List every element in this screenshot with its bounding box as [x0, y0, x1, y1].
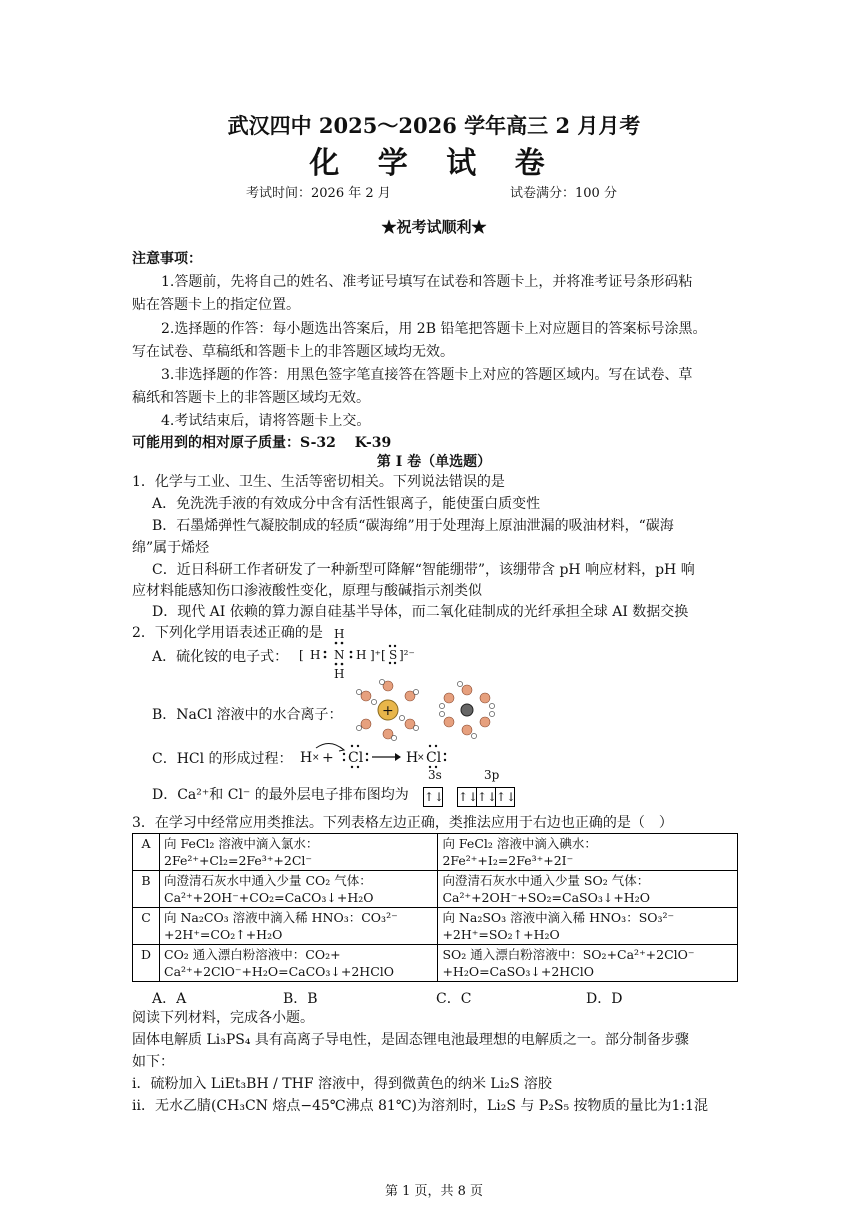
- q1-option-a: A．免洗洗手液的有效成分中含有活性银离子，能使蛋白质变性: [152, 496, 541, 512]
- exam-title: 武汉四中 2025～2026 学年高三 2 月月考: [227, 113, 641, 138]
- ammonium-sulfide-electron-formula: [296, 626, 415, 681]
- good-luck-banner: ★祝考试顺利★: [381, 218, 487, 236]
- table-row: [133, 871, 738, 908]
- svg-text:×: ×: [312, 753, 320, 763]
- q1-stem: 1．化学与工业、卫生、生活等密切相关。下列说法错误的是: [132, 474, 505, 490]
- right-cell: 向 Na₂SO₃ 溶液中滴入稀 HNO₃：SO₃²⁻ +2H⁺=SO₂↑+H₂O: [438, 908, 738, 945]
- svg-text:]⁺[: ]⁺[: [370, 648, 386, 662]
- svg-text:H: H: [406, 750, 419, 766]
- notice-item: 1.答题前，先将自己的姓名、准考证号填写在试卷和答题卡上，并将准考证号条形码粘: [161, 274, 693, 290]
- notice-item: 稿纸和答题卡上的非答题区域均无效。: [132, 390, 370, 406]
- q3-option-b: B．B: [283, 991, 318, 1007]
- exam-time: 考试时间：2026 年 2 月: [246, 186, 391, 201]
- left-cell: 向 Na₂CO₃ 溶液中滴入稀 HNO₃：CO₃²⁻ +2H⁺=CO₂↑+H₂O: [160, 908, 438, 945]
- left-cell: 向澄清石灰水中通入少量 CO₂ 气体： Ca²⁺+2OH⁻+CO₂=CaCO₃↓+H₂O: [160, 871, 438, 908]
- q3-option-c: C．C: [436, 991, 472, 1007]
- svg-text:H: H: [334, 627, 345, 641]
- orbital-label-3p: 3p: [484, 768, 500, 782]
- reading-intro: 阅读下列材料，完成各小题。: [132, 1010, 314, 1026]
- q2-stem: 2．下列化学用语表述正确的是: [132, 625, 323, 641]
- q1-option-c: C．近日科研工作者研发了一种新型可降解“智能绷带”，该绷带含 pH 响应材料，pH 响: [152, 562, 695, 578]
- svg-text:×: ×: [417, 753, 425, 763]
- table-row: [133, 834, 738, 871]
- svg-text:H: H: [356, 648, 367, 662]
- svg-text:Cl: Cl: [348, 750, 364, 766]
- q1-option-c-cont: 应材料能感知伤口渗液酸性变化，原理与酸碱指示剂类似: [132, 583, 482, 599]
- q3-option-d: D．D: [586, 991, 623, 1007]
- right-cell: 向 FeCl₂ 溶液中滴入碘水： 2Fe²⁺+I₂=2Fe³⁺+2I⁻: [438, 834, 738, 871]
- notice-item: 贴在答题卡上的指定位置。: [132, 297, 300, 313]
- table-row: [133, 908, 738, 945]
- orbital-box: ↑↓: [423, 787, 443, 807]
- notice-heading: 注意事项：: [132, 251, 202, 267]
- orbital-box: ↑↓: [457, 787, 477, 807]
- q1-option-b-cont: 绵”属于烯烃: [132, 540, 210, 556]
- hydrated-ions-diagram: [352, 678, 502, 742]
- q3-stem: 3．在学习中经常应用类推法。下列表格左边正确，类推法应用于右边也正确的是（ ）: [132, 815, 673, 831]
- svg-text:]²⁻: ]²⁻: [399, 648, 415, 662]
- q2-option-a: A．硫化铵的电子式：: [152, 649, 289, 665]
- q2-option-b: B．NaCl 溶液中的水合离子：: [152, 707, 343, 723]
- q2-option-c: C．HCl 的形成过程：: [152, 751, 293, 767]
- orbital-box: ↑↓: [495, 787, 515, 807]
- q3-option-a: A．A: [152, 991, 187, 1007]
- q1-option-b: B．石墨烯弹性气凝胶制成的轻质“碳海绵”用于处理海上原油泄漏的吸油材料，“碳海: [152, 518, 674, 534]
- reading-step-i: i．硫粉加入 LiEt₃BH / THF 溶液中，得到微黄色的纳米 Li₂S 溶胶: [132, 1076, 552, 1092]
- orbital-box: ↑↓: [476, 787, 496, 807]
- q2-option-d: D．Ca²⁺和 Cl⁻ 的最外层电子排布图均为: [152, 787, 409, 803]
- analogy-table: [132, 833, 738, 982]
- reading-paragraph: 固体电解质 Li₃PS₄ 具有高离子导电性，是固态锂电池最理想的电解质之一。部分制备步骤: [132, 1032, 689, 1048]
- section-heading: 第 I 卷（单选题）: [376, 454, 492, 470]
- row-label: A: [133, 834, 160, 871]
- table-row: [133, 945, 738, 982]
- notice-item: 写在试卷、草稿纸和答题卡上的非答题区域均无效。: [132, 344, 454, 360]
- orbital-label-3s: 3s: [428, 768, 442, 782]
- row-label: C: [133, 908, 160, 945]
- svg-text:H: H: [334, 667, 345, 681]
- left-cell: CO₂ 通入漂白粉溶液中：CO₂+ Ca²⁺+2ClO⁻+H₂O=CaCO₃↓+2HClO: [160, 945, 438, 982]
- notice-item: 2.选择题的作答：每小题选出答案后，用 2B 铅笔把答题卡上对应题目的答案标号涂黑。: [161, 321, 707, 337]
- right-cell: 向澄清石灰水中通入少量 SO₂ 气体： Ca²⁺+2OH⁻+SO₂=CaSO₃↓+H₂O: [438, 871, 738, 908]
- notice-item: 3.非选择题的作答：用黑色签字笔直接答在答题卡上对应的答题区域内。写在试卷、草: [161, 367, 693, 383]
- right-cell: SO₂ 通入漂白粉溶液中：SO₂+Ca²⁺+2ClO⁻ +H₂O=CaSO₃↓+2HClO: [438, 945, 738, 982]
- svg-text:H: H: [310, 648, 321, 662]
- svg-text:S: S: [389, 648, 398, 662]
- orbital-3s-box: [424, 786, 443, 807]
- svg-text:H: H: [300, 750, 313, 766]
- svg-text:+: +: [382, 703, 394, 719]
- row-label: D: [133, 945, 160, 982]
- svg-text:Cl: Cl: [426, 750, 442, 766]
- page-number: 第 1 页，共 8 页: [384, 1184, 484, 1199]
- q1-option-d: D．现代 AI 依赖的算力源自硅基半导体，而二氧化硅制成的光纤承担全球 AI 数据交换: [152, 604, 689, 620]
- subject-title: 化 学 试 卷: [309, 146, 559, 181]
- full-score: 试卷满分：100 分: [510, 186, 617, 201]
- atomic-mass-line: 可能用到的相对原子质量：S-32 K-39: [132, 435, 392, 451]
- svg-text:[: [: [299, 648, 304, 662]
- left-cell: 向 FeCl₂ 溶液中滴入氯水： 2Fe²⁺+Cl₂=2Fe³⁺+2Cl⁻: [160, 834, 438, 871]
- svg-text:N: N: [334, 648, 345, 662]
- svg-text:+: +: [322, 750, 334, 766]
- reading-step-ii: ii．无水乙腈(CH₃CN 熔点−45℃沸点 81℃)为溶剂时，Li₂S 与 P₂S₅ 按物质的量比为1:1混: [132, 1098, 709, 1114]
- hcl-formation-diagram: [298, 738, 458, 770]
- orbital-3p-boxes: [458, 786, 515, 807]
- reading-paragraph-cont: 如下：: [132, 1054, 174, 1070]
- notice-item: 4.考试结束后，请将答题卡上交。: [161, 413, 371, 429]
- row-label: B: [133, 871, 160, 908]
